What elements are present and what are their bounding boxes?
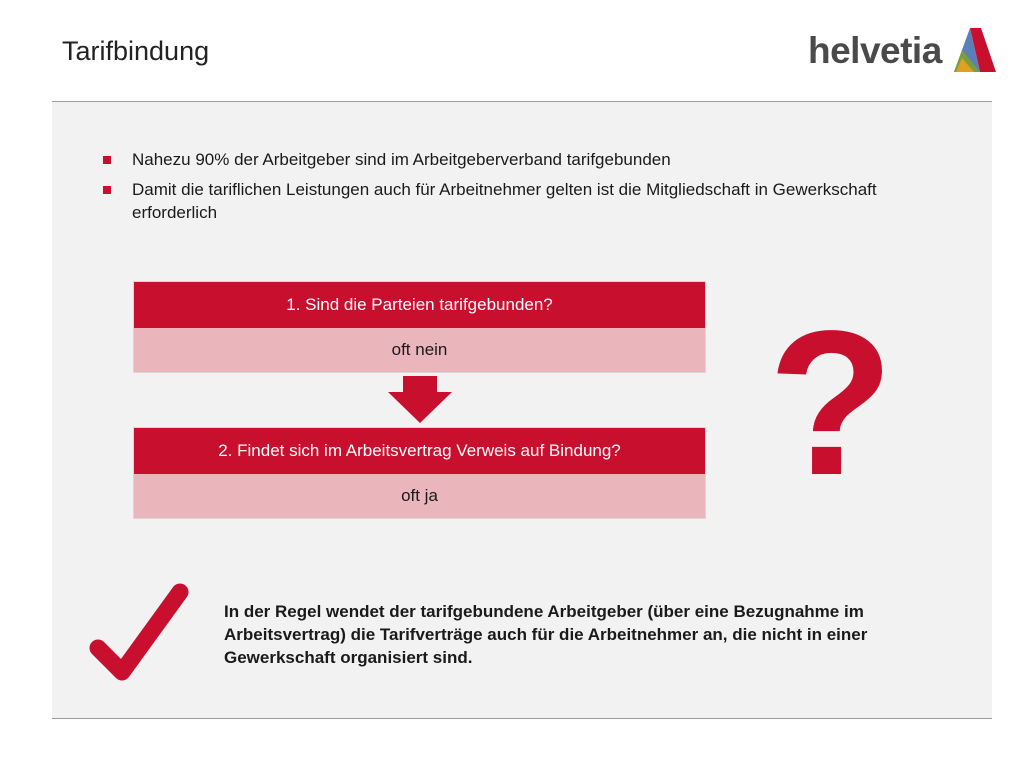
bullet-text: Nahezu 90% der Arbeitgeber sind im Arbeitgeberverband tarifgebunden	[132, 150, 671, 169]
helvetia-triangle-logo-icon	[950, 28, 996, 74]
flow-step-1	[133, 281, 706, 373]
logo-wordmark: helvetia	[808, 30, 942, 71]
helvetia-logo	[808, 26, 994, 76]
checkmark-icon	[86, 580, 196, 690]
flow-step-question: 1. Sind die Parteien tarifgebunden?	[133, 281, 706, 328]
bullet-list	[100, 148, 900, 231]
flow-step-answer: oft nein	[133, 328, 706, 373]
flow-step-answer: oft ja	[133, 474, 706, 519]
arrow-down-icon	[386, 376, 454, 424]
bullet-item	[100, 178, 900, 224]
bullet-square-icon	[103, 186, 111, 194]
flow-step-question: 2. Findet sich im Arbeitsvertrag Verweis auf Bindung?	[133, 427, 706, 474]
conclusion-text: In der Regel wendet der tarifgebundene Arbeitgeber (über eine Bezugnahme im Arbeitsvertrag) die Tarifverträge auch für die Arbeitnehmer an, die nicht in einer Gewerkschaft organisiert sind.	[224, 602, 868, 667]
bullet-text: Damit die tariflichen Leistungen auch für Arbeitnehmer gelten ist die Mitgliedschaft in Gewerkschaft erforderlich	[132, 180, 877, 222]
flow-step-2	[133, 427, 706, 519]
bullet-item	[100, 148, 900, 171]
bullet-square-icon	[103, 156, 111, 164]
slide-title: Tarifbindung	[62, 36, 210, 66]
question-mark-icon: ?	[768, 288, 894, 518]
